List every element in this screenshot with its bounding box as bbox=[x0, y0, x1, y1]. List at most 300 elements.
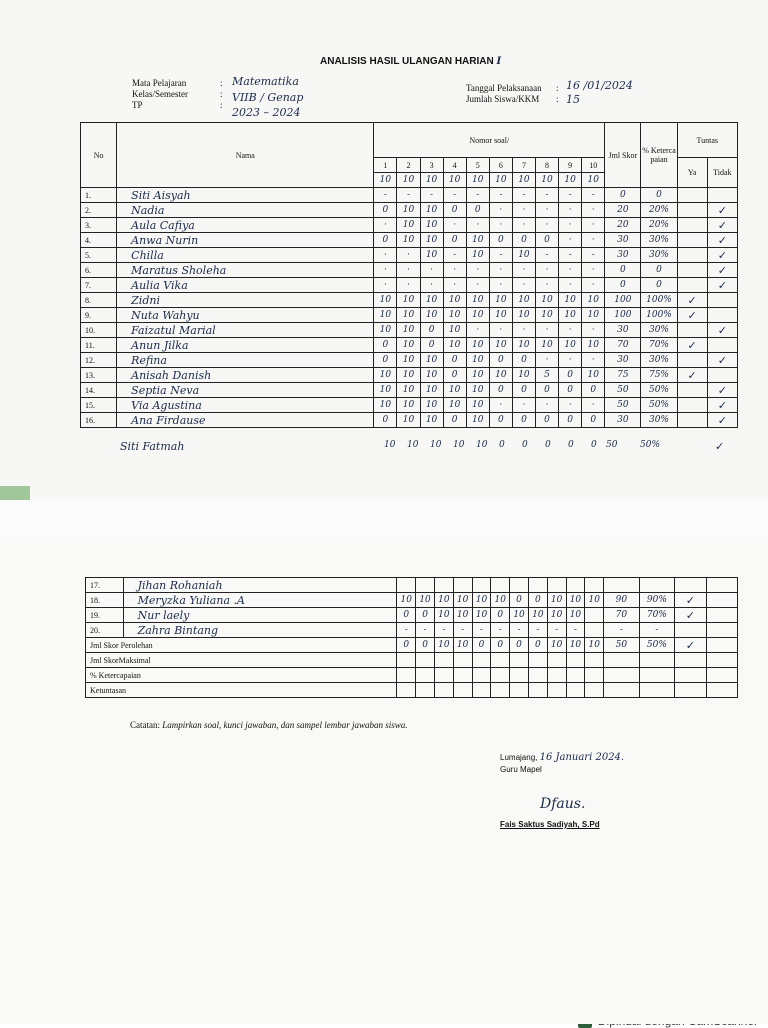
summary-cell bbox=[566, 653, 585, 668]
tuntas-tidak bbox=[706, 623, 738, 638]
table-row bbox=[86, 623, 738, 638]
summary-cell: 10 bbox=[566, 638, 585, 653]
max-score: 10 bbox=[466, 173, 489, 188]
score-cell: · bbox=[397, 248, 420, 263]
tuntas-ya bbox=[677, 233, 707, 248]
score-cell: - bbox=[434, 623, 453, 638]
scan-edge-mark bbox=[0, 486, 30, 500]
score-cell: 0 bbox=[489, 413, 512, 428]
score-cell bbox=[510, 578, 529, 593]
score-cell: 10 bbox=[582, 293, 605, 308]
summary-cell bbox=[566, 668, 585, 683]
score-cell: · bbox=[512, 203, 535, 218]
score-cell: · bbox=[559, 233, 582, 248]
table-row bbox=[81, 248, 738, 263]
score-cell: 10 bbox=[416, 593, 435, 608]
score-cell: · bbox=[535, 203, 558, 218]
score-cell: · bbox=[420, 263, 443, 278]
question-number: 8 bbox=[535, 158, 558, 173]
score-cell: 10 bbox=[582, 368, 605, 383]
row-number: 7. bbox=[81, 278, 117, 293]
score-cell: 10 bbox=[559, 338, 582, 353]
score-cell: - bbox=[420, 188, 443, 203]
score-cell: 10 bbox=[374, 368, 397, 383]
header-ya: Ya bbox=[677, 158, 707, 188]
row-number: 4. bbox=[81, 233, 117, 248]
score-cell: 10 bbox=[397, 413, 420, 428]
score-cell: 0 bbox=[397, 608, 416, 623]
question-number: 9 bbox=[559, 158, 582, 173]
row-number: 10. bbox=[81, 323, 117, 338]
percentage: 75% bbox=[641, 368, 677, 383]
score-cell: 10 bbox=[397, 383, 420, 398]
score-cell: 10 bbox=[397, 338, 420, 353]
extra-score: 10 bbox=[453, 440, 465, 450]
score-cell: · bbox=[466, 263, 489, 278]
score-cell: 0 bbox=[559, 383, 582, 398]
summary-row bbox=[86, 683, 738, 698]
score-cell bbox=[453, 578, 472, 593]
score-cell: · bbox=[535, 398, 558, 413]
score-cell: 10 bbox=[443, 293, 466, 308]
score-cell: · bbox=[374, 263, 397, 278]
summary-total: 50 bbox=[604, 638, 640, 653]
score-cell: 10 bbox=[420, 218, 443, 233]
label-class: Kelas/Semester bbox=[132, 89, 188, 99]
table-row bbox=[81, 368, 738, 383]
summary-cell bbox=[434, 653, 453, 668]
page-gap bbox=[0, 500, 768, 543]
table-row bbox=[86, 608, 738, 623]
score-cell bbox=[472, 578, 491, 593]
score-cell: · bbox=[374, 218, 397, 233]
max-score: 10 bbox=[489, 173, 512, 188]
score-cell: 10 bbox=[443, 383, 466, 398]
student-name: Anisah Danish bbox=[117, 368, 374, 383]
score-table-continued bbox=[85, 577, 738, 698]
total-score: - bbox=[604, 623, 640, 638]
score-cell: 10 bbox=[420, 353, 443, 368]
student-name: Zidni bbox=[117, 293, 374, 308]
tuntas-ya: ✓ bbox=[677, 293, 707, 308]
score-cell: 0 bbox=[489, 353, 512, 368]
score-cell: 10 bbox=[466, 293, 489, 308]
score-cell bbox=[416, 578, 435, 593]
score-cell: 10 bbox=[491, 593, 510, 608]
score-cell: · bbox=[443, 218, 466, 233]
score-cell: 10 bbox=[443, 308, 466, 323]
score-cell: 0 bbox=[559, 368, 582, 383]
total-score: 0 bbox=[605, 188, 641, 203]
percentage: 90% bbox=[639, 593, 675, 608]
score-cell: · bbox=[397, 278, 420, 293]
score-cell: 10 bbox=[535, 338, 558, 353]
score-cell: 10 bbox=[489, 368, 512, 383]
summary-cell bbox=[547, 653, 566, 668]
score-cell: 0 bbox=[512, 233, 535, 248]
score-cell: 10 bbox=[397, 353, 420, 368]
tuntas-ya bbox=[677, 263, 707, 278]
score-cell: · bbox=[582, 398, 605, 413]
table-row bbox=[81, 188, 738, 203]
table-row bbox=[81, 203, 738, 218]
max-score: 10 bbox=[582, 173, 605, 188]
student-name: Siti Aisyah bbox=[117, 188, 374, 203]
summary-cell bbox=[453, 668, 472, 683]
tuntas-tidak bbox=[707, 338, 737, 353]
total-score: 75 bbox=[605, 368, 641, 383]
tuntas-tidak: ✓ bbox=[707, 278, 737, 293]
score-cell: 0 bbox=[528, 593, 547, 608]
score-cell: 0 bbox=[489, 383, 512, 398]
summary-cell bbox=[528, 683, 547, 698]
student-name: Ana Firdause bbox=[117, 413, 374, 428]
score-cell bbox=[397, 578, 416, 593]
summary-cell bbox=[510, 683, 529, 698]
score-cell: · bbox=[420, 278, 443, 293]
total-score: 0 bbox=[605, 263, 641, 278]
extra-score: 10 bbox=[476, 440, 488, 450]
score-cell: 10 bbox=[420, 383, 443, 398]
summary-row bbox=[86, 653, 738, 668]
summary-cell bbox=[397, 668, 416, 683]
row-number: 11. bbox=[81, 338, 117, 353]
score-cell: 10 bbox=[374, 293, 397, 308]
student-name: Via Agustina bbox=[117, 398, 374, 413]
summary-label-maksimal: Jml SkorMaksimal bbox=[86, 653, 397, 668]
score-cell: · bbox=[582, 203, 605, 218]
score-cell: - bbox=[528, 623, 547, 638]
score-cell: - bbox=[489, 248, 512, 263]
score-cell: 10 bbox=[547, 608, 566, 623]
row-number: 6. bbox=[81, 263, 117, 278]
table-row bbox=[81, 338, 738, 353]
score-cell: · bbox=[512, 263, 535, 278]
score-cell: 10 bbox=[489, 308, 512, 323]
score-cell: 0 bbox=[443, 368, 466, 383]
score-cell: 0 bbox=[466, 203, 489, 218]
header-name: Nama bbox=[117, 123, 374, 188]
percentage: 30% bbox=[641, 413, 677, 428]
summary-cell bbox=[416, 668, 435, 683]
question-number: 7 bbox=[512, 158, 535, 173]
tuntas-tidak: ✓ bbox=[707, 233, 737, 248]
score-cell: 10 bbox=[535, 293, 558, 308]
table-row bbox=[81, 398, 738, 413]
percentage: - bbox=[639, 623, 675, 638]
score-cell: · bbox=[559, 353, 582, 368]
summary-cell bbox=[566, 683, 585, 698]
score-cell: · bbox=[466, 218, 489, 233]
score-cell: - bbox=[443, 248, 466, 263]
tuntas-ya bbox=[677, 278, 707, 293]
score-cell: 10 bbox=[466, 248, 489, 263]
score-cell: 0 bbox=[512, 413, 535, 428]
table-row bbox=[86, 593, 738, 608]
summary-cell bbox=[585, 653, 604, 668]
question-number: 4 bbox=[443, 158, 466, 173]
total-score: 20 bbox=[605, 203, 641, 218]
score-cell: - bbox=[416, 623, 435, 638]
score-cell: · bbox=[582, 353, 605, 368]
summary-total bbox=[604, 653, 640, 668]
score-cell: - bbox=[512, 188, 535, 203]
tuntas-ya: ✓ bbox=[677, 308, 707, 323]
summary-ya bbox=[675, 653, 706, 668]
summary-cell bbox=[510, 668, 529, 683]
row-number: 13. bbox=[81, 368, 117, 383]
percentage: 0 bbox=[641, 278, 677, 293]
score-cell: 0 bbox=[491, 608, 510, 623]
summary-cell bbox=[472, 683, 491, 698]
total-score: 100 bbox=[605, 293, 641, 308]
tuntas-tidak bbox=[706, 578, 738, 593]
row-number: 1. bbox=[81, 188, 117, 203]
score-cell: 10 bbox=[535, 308, 558, 323]
tuntas-tidak bbox=[707, 308, 737, 323]
summary-cell bbox=[491, 653, 510, 668]
table-row bbox=[81, 353, 738, 368]
summary-pct bbox=[639, 683, 675, 698]
score-cell: 10 bbox=[466, 413, 489, 428]
tuntas-tidak: ✓ bbox=[707, 263, 737, 278]
summary-tidak bbox=[706, 683, 738, 698]
score-cell: · bbox=[489, 218, 512, 233]
question-number: 5 bbox=[466, 158, 489, 173]
score-cell: 0 bbox=[374, 413, 397, 428]
score-cell: 10 bbox=[397, 368, 420, 383]
tuntas-tidak: ✓ bbox=[707, 203, 737, 218]
tuntas-ya: ✓ bbox=[675, 593, 706, 608]
signature-mark: Dfaus. bbox=[540, 796, 586, 812]
student-name: Jihan Rohaniah bbox=[123, 578, 397, 593]
score-cell: 10 bbox=[466, 233, 489, 248]
score-cell: 10 bbox=[582, 308, 605, 323]
summary-cell: 10 bbox=[547, 638, 566, 653]
table-row bbox=[81, 413, 738, 428]
score-cell: · bbox=[535, 263, 558, 278]
score-cell: 10 bbox=[489, 293, 512, 308]
score-cell: 10 bbox=[512, 248, 535, 263]
score-cell: 10 bbox=[434, 608, 453, 623]
header-nomor-soal: Nomor soal/ bbox=[374, 123, 605, 158]
score-cell: 0 bbox=[582, 413, 605, 428]
score-cell: 0 bbox=[443, 413, 466, 428]
scanned-page-1: ANALISIS HASIL ULANGAN HARIAN I Mata Pelajaran Kelas/Semester TP : : : Matematika VIIB / Genap 2023 – 2024 Tanggal Pelaksanaan Jumlah Siswa/KKM : : 16 /01/2024 15 No Nama Nomor soal/ Jml Skor % Keterca paian Tuntas 1 2 3 4 5 6 7 8 9 10 Ya Tidak 10 10 10 10 10 10 10 10 10 10 1. Siti Aisyah - - - - - - - - - - 0 0 2. Nadia 0 10 10 0 0 · · · · · 20 20% ✓ 3. Aula Cafiya · 10 10 · · · · · · · 20 20% ✓ 4. Anwa Nurin 0 10 10 0 10 0 0 0 · · 30 30% ✓ 5. Chilla · · 10 - 10 - 10 - - - 30 30% ✓ 6. Maratus Sholeha · · · · · · · · · · 0 0 ✓ 7. Aulia Vika · · · · · · · · · · 0 0 ✓ 8. Zidni 10 10 10 10 10 10 10 10 10 10 100 100% ✓ 9. Nuta Wahyu 10 10 10 10 10 10 10 10 10 10 100 100% ✓ 10. Faizatul Marial 10 10 0 10 · · · · · · 30 30% ✓ 11. Anun Jilka 0 10 0 10 10 10 10 10 10 10 70 70% ✓ 12. Refina 0 10 10 0 10 0 0 · · · 30 30% ✓ 13. Anisah Danish 10 10 10 0 10 10 10 5 0 10 75 75% ✓ 14. Septia Neva 10 10 10 10 10 0 0 0 0 0 50 50% ✓ 15. Via Agustina 10 10 10 10 10 · · · · · 50 50% ✓ 16. Ana Firdause 0 10 10 0 10 0 0 0 0 0 30 30% ✓ Siti Fatmah 10 10 10 10 10 0 0 0 0 0 50 50% ✓ bbox=[0, 0, 768, 500]
tuntas-ya bbox=[677, 248, 707, 263]
summary-cell bbox=[491, 683, 510, 698]
header-no: No bbox=[81, 123, 117, 188]
tuntas-ya bbox=[677, 218, 707, 233]
score-cell: 10 bbox=[443, 398, 466, 413]
extra-score: 0 bbox=[522, 440, 528, 450]
row-number: 5. bbox=[81, 248, 117, 263]
tuntas-tidak: ✓ bbox=[707, 353, 737, 368]
summary-pct bbox=[639, 653, 675, 668]
tuntas-ya bbox=[677, 188, 707, 203]
summary-cell bbox=[585, 668, 604, 683]
row-number: 14. bbox=[81, 383, 117, 398]
percentage: 50% bbox=[641, 383, 677, 398]
total-score: 30 bbox=[605, 233, 641, 248]
score-cell: 0 bbox=[374, 203, 397, 218]
score-cell: - bbox=[489, 188, 512, 203]
score-cell: · bbox=[559, 323, 582, 338]
score-cell: 10 bbox=[559, 293, 582, 308]
score-cell: 0 bbox=[559, 413, 582, 428]
score-cell: 10 bbox=[374, 323, 397, 338]
student-name: Anwa Nurin bbox=[117, 233, 374, 248]
label-tp: TP bbox=[132, 100, 143, 110]
percentage: 100% bbox=[641, 293, 677, 308]
summary-cell bbox=[510, 653, 529, 668]
score-cell: 0 bbox=[416, 608, 435, 623]
score-cell: · bbox=[512, 218, 535, 233]
document-title: ANALISIS HASIL ULANGAN HARIAN I bbox=[320, 56, 502, 67]
score-cell: 0 bbox=[489, 233, 512, 248]
extra-score: 10 bbox=[430, 440, 442, 450]
score-cell: 0 bbox=[374, 353, 397, 368]
score-cell: 10 bbox=[420, 203, 443, 218]
score-cell: 10 bbox=[512, 308, 535, 323]
summary-cell bbox=[491, 668, 510, 683]
value-class: VIIB / Genap bbox=[232, 91, 304, 104]
summary-tidak bbox=[706, 638, 738, 653]
score-cell: 0 bbox=[535, 233, 558, 248]
student-name: Aulia Vika bbox=[117, 278, 374, 293]
summary-cell bbox=[585, 683, 604, 698]
score-cell: 10 bbox=[472, 608, 491, 623]
score-cell: - bbox=[559, 188, 582, 203]
score-cell: 0 bbox=[582, 383, 605, 398]
table-row bbox=[81, 308, 738, 323]
summary-cell: 0 bbox=[510, 638, 529, 653]
extra-score: 0 bbox=[499, 440, 505, 450]
tuntas-ya: ✓ bbox=[675, 608, 706, 623]
tuntas-ya bbox=[677, 383, 707, 398]
score-cell: 0 bbox=[510, 593, 529, 608]
score-cell: 10 bbox=[397, 308, 420, 323]
score-cell: - bbox=[582, 248, 605, 263]
score-cell: 10 bbox=[453, 608, 472, 623]
extra-score: 0 bbox=[591, 440, 597, 450]
score-cell: · bbox=[582, 323, 605, 338]
tuntas-tidak: ✓ bbox=[707, 323, 737, 338]
score-cell: · bbox=[466, 323, 489, 338]
summary-cell bbox=[453, 653, 472, 668]
score-cell: 10 bbox=[466, 383, 489, 398]
summary-cell: 0 bbox=[472, 638, 491, 653]
max-score: 10 bbox=[397, 173, 420, 188]
header-jml-skor: Jml Skor bbox=[605, 123, 641, 188]
score-table bbox=[80, 122, 738, 428]
score-cell: 10 bbox=[434, 593, 453, 608]
score-cell bbox=[585, 608, 604, 623]
question-number: 6 bbox=[489, 158, 512, 173]
summary-cell: 10 bbox=[453, 638, 472, 653]
score-cell: 10 bbox=[420, 233, 443, 248]
tuntas-tidak: ✓ bbox=[707, 413, 737, 428]
score-cell: · bbox=[582, 278, 605, 293]
percentage: 20% bbox=[641, 203, 677, 218]
score-cell: · bbox=[559, 398, 582, 413]
question-number: 10 bbox=[582, 158, 605, 173]
score-cell bbox=[566, 578, 585, 593]
table-row bbox=[81, 293, 738, 308]
score-cell: 10 bbox=[512, 368, 535, 383]
score-cell: · bbox=[397, 263, 420, 278]
score-cell: - bbox=[397, 188, 420, 203]
total-score: 50 bbox=[605, 398, 641, 413]
score-cell: 10 bbox=[443, 338, 466, 353]
score-cell: 10 bbox=[466, 368, 489, 383]
score-cell: · bbox=[489, 398, 512, 413]
score-cell: · bbox=[374, 248, 397, 263]
score-cell: 10 bbox=[547, 593, 566, 608]
summary-cell bbox=[547, 668, 566, 683]
summary-ya: ✓ bbox=[675, 638, 706, 653]
score-cell: 0 bbox=[420, 323, 443, 338]
tuntas-tidak: ✓ bbox=[707, 383, 737, 398]
summary-cell bbox=[528, 653, 547, 668]
score-cell bbox=[528, 578, 547, 593]
score-cell: 10 bbox=[559, 308, 582, 323]
tuntas-tidak bbox=[706, 593, 738, 608]
score-cell: 10 bbox=[466, 338, 489, 353]
score-cell: · bbox=[443, 278, 466, 293]
score-cell: 10 bbox=[420, 248, 443, 263]
summary-pct: 50% bbox=[639, 638, 675, 653]
tuntas-ya bbox=[677, 413, 707, 428]
score-cell: 10 bbox=[420, 308, 443, 323]
summary-ya bbox=[675, 668, 706, 683]
score-cell: · bbox=[489, 263, 512, 278]
row-number: 15. bbox=[81, 398, 117, 413]
score-cell bbox=[547, 578, 566, 593]
tuntas-ya bbox=[677, 323, 707, 338]
score-cell: 10 bbox=[489, 338, 512, 353]
score-cell: 10 bbox=[420, 413, 443, 428]
label-date: Tanggal Pelaksanaan bbox=[466, 83, 542, 93]
score-cell: 10 bbox=[374, 383, 397, 398]
score-cell: - bbox=[582, 188, 605, 203]
total-score: 20 bbox=[605, 218, 641, 233]
score-cell: 10 bbox=[566, 608, 585, 623]
row-number: 19. bbox=[86, 608, 124, 623]
value-date: 16 /01/2024 bbox=[566, 79, 633, 92]
score-cell: 0 bbox=[443, 233, 466, 248]
summary-cell bbox=[453, 683, 472, 698]
percentage: 70% bbox=[639, 608, 675, 623]
header-tidak: Tidak bbox=[707, 158, 737, 188]
tuntas-ya bbox=[675, 623, 706, 638]
score-cell: 10 bbox=[397, 233, 420, 248]
score-cell: · bbox=[489, 323, 512, 338]
summary-label-perolehan: Jml Skor Perolehan bbox=[86, 638, 397, 653]
total-score: 30 bbox=[605, 323, 641, 338]
total-score: 90 bbox=[604, 593, 640, 608]
score-cell: - bbox=[397, 623, 416, 638]
tuntas-ya: ✓ bbox=[677, 338, 707, 353]
score-cell: - bbox=[535, 188, 558, 203]
percentage: 30% bbox=[641, 323, 677, 338]
summary-tidak bbox=[706, 668, 738, 683]
score-cell: 10 bbox=[397, 398, 420, 413]
score-cell: · bbox=[535, 278, 558, 293]
score-cell: - bbox=[547, 623, 566, 638]
score-cell: 10 bbox=[397, 593, 416, 608]
summary-cell bbox=[416, 653, 435, 668]
